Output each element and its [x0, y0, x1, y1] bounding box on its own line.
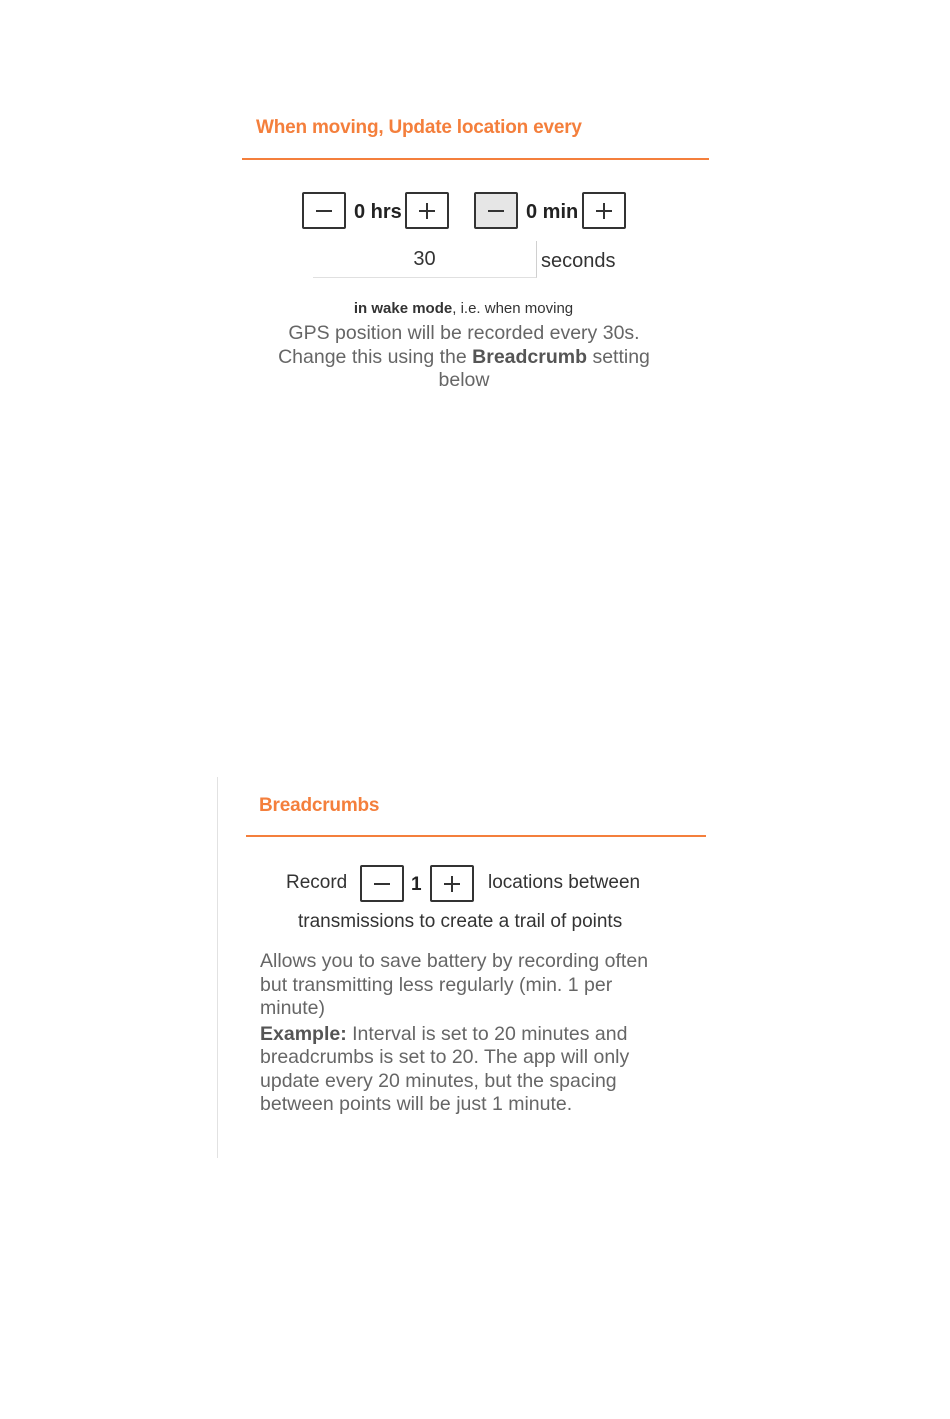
wake-mode-label: in wake mode — [353, 300, 453, 317]
example-label: Example: — [260, 1022, 347, 1045]
minutes-decrement-button[interactable] — [474, 192, 518, 229]
record-label: Record — [286, 872, 348, 893]
minus-icon — [487, 202, 505, 220]
seconds-input[interactable] — [313, 241, 537, 278]
wake-mode-qualifier: , i.e. when moving — [452, 300, 574, 317]
wake-mode-note — [0, 300, 927, 317]
interval-description: GPS position will be recorded every 30s. Change this using the Breadcrumb setting below — [278, 322, 650, 391]
locations-between-label: locations between — [488, 872, 641, 893]
interval-section-title: When moving, Update location every — [256, 117, 582, 138]
breadcrumb-setting-reference: Breadcrumb — [472, 345, 588, 368]
breadcrumbs-section-title: Breadcrumbs — [259, 795, 380, 816]
breadcrumb-decrement-button[interactable] — [360, 865, 404, 902]
example-paragraph — [260, 1023, 655, 1117]
seconds-unit-label: seconds — [541, 250, 616, 272]
minus-icon — [373, 875, 391, 893]
trail-description-line: transmissions to create a trail of points — [298, 911, 623, 932]
hours-value: 0 hrs — [354, 201, 402, 223]
breadcrumbs-description — [260, 950, 655, 1117]
plus-icon — [418, 202, 436, 220]
hours-increment-button[interactable] — [405, 192, 449, 229]
interval-title-divider — [242, 158, 709, 160]
hours-decrement-button[interactable] — [302, 192, 346, 229]
plus-icon — [595, 202, 613, 220]
minus-icon — [315, 202, 333, 220]
breadcrumb-increment-button[interactable] — [430, 865, 474, 902]
breadcrumb-count-value: 1 — [411, 874, 422, 895]
minutes-increment-button[interactable] — [582, 192, 626, 229]
example-text: Interval is set to 20 minutes and breadcrumbs is set to 20. The app will only update every 20 minutes, but the spacing between points will be just 1 minute. — [260, 1022, 630, 1115]
section-left-border — [217, 777, 218, 1158]
plus-icon — [443, 875, 461, 893]
battery-explanation: Allows you to save battery by recording often but transmitting less regularly (min. 1 per minute) — [260, 950, 649, 1019]
breadcrumbs-title-divider — [246, 835, 706, 837]
minutes-value: 0 min — [526, 201, 579, 223]
